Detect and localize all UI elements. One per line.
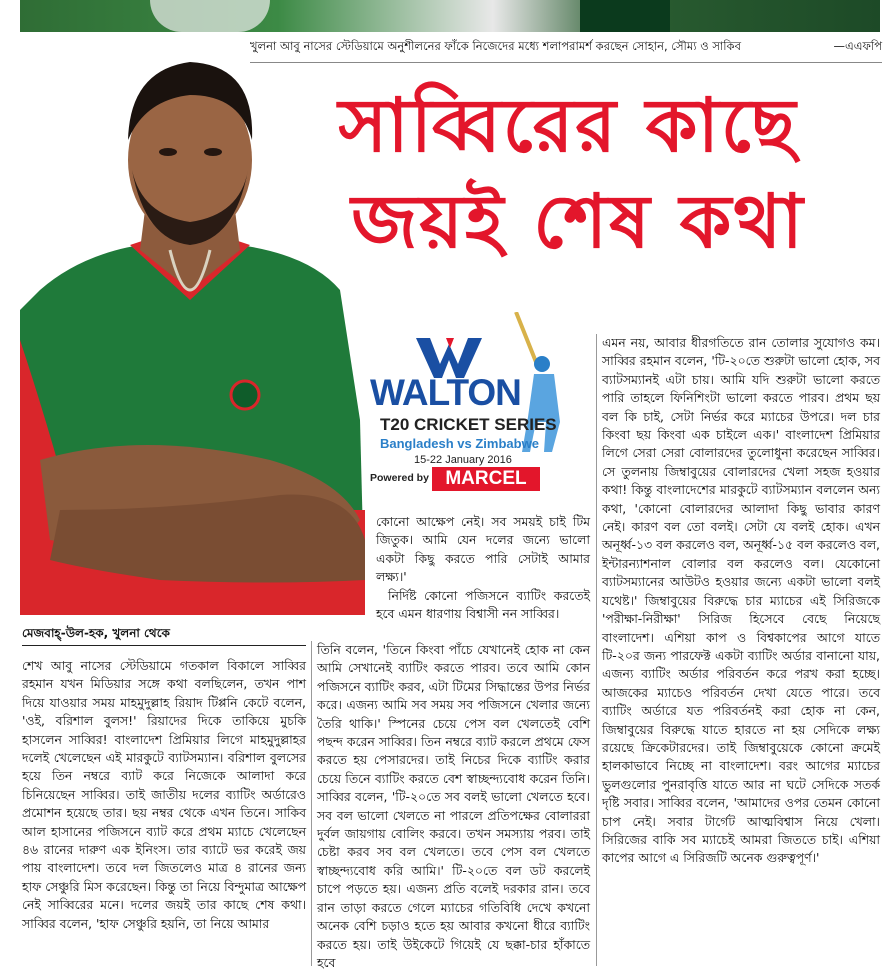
- badge-shape: [231, 381, 259, 409]
- sponsor-series: T20 CRICKET SERIES: [380, 415, 557, 434]
- headline: [258, 78, 878, 270]
- headline-line-2: জয়ই শেষ কথা: [351, 179, 805, 265]
- article-paragraph: এমন নয়, আবার ধীরগতিতে রান তোলার সুযোগও কম। সাব্বির রহমান বলেন, 'টি-২০তে শুরুটা ভালো হোক, সব ব্যাটসম্যানই এটা চায়। আমি যদি শুরুটা ভালো করতে পারি তাহলে ফিনিশিংটা ভালো করতে পারব। প্রথম ছয় বল কি চাই, সেটা নির্ভর করে ম্যাচের উপরে। দল চার কিংবা ছয় কিংবা এক চাইলে এক।' বাংলাদেশ প্রিমিয়ার লিগে সেরা সেরা বোলারদের তুলোধুনা করেছেন সাব্বির। সে তুলনায় জিম্বাবুয়ের বোলারদের খেলা সহজ হওয়ার কথা! কিন্তু বাংলাদেশের মারকুটে ব্যাটসম্যান বললেন অন্য কথা, 'কোনো বোলারদের আলাদা কিছু ভাবার কারণ নেই। কারণ বল তো বলই। সেটা যে বলই হোক। এখন অনূর্ধ্ব-১৩ বল করলেও বল, অনূর্ধ্ব-১৫ বল করলেও বল, ইন্টারন্যাশনাল বোলার বল করলেও বল। যেকোনো ব্যাটসম্যানের আউটও হওয়ার জন্যে একটা ভালো বলই যথেষ্ট।' জিম্বাবুয়ের বিরুদ্ধে চার ম্যাচের এই সিরিজকে 'পরীক্ষা-নিরীক্ষা' সিরিজ হিসেবে বেছে নিয়েছে বাংলাদেশ। এশিয়া কাপ ও বিশ্বকাপের আগে যাতে টি-২০র জন্য পারফেক্ট একটা ব্যাটিং অর্ডার বানানো যায়, এজন্য ব্যাটিং অর্ডার পরিবর্তন করে পরখ করা হচ্ছে। আজকের ম্যাচেও পরিবর্তন দেখা যেতে পারে। তবে ব্যাটিং অর্ডারে যত পরিবর্তনই করা হোক না কেন, জিম্বাবুয়ের বিরুদ্ধে যাতে হারতে না হয় সেদিকে লক্ষ্য রয়েছে ক্রিকেটারদের। তাই জিম্বাবুয়েকে কোনো ক্রমেই হালকাভাবে নিচ্ছে না বাংলাদেশ। বরং আগের ম্যাচের ভুলগুলোর পুনরাবৃত্তি যাতে আর না ঘটে সেদিকে সতর্ক দৃষ্টি সবার। সাব্বির বলেন, 'আমাদের ওপর তেমন কোনো চাপ নেই। সবার টার্গেট আত্মবিশ্বাস নিয়ে খেলা। সিরিজের বাকি সব ম্যাচেই আমরা জিততে চাই। এশিয়া কাপের আগে এ সিরিজটি অনেক গুরুত্বপূর্ণ।': [602, 335, 880, 866]
- article-column-left: [22, 657, 306, 933]
- batter-head-shape: [534, 356, 550, 372]
- top-photo-player-shape: [580, 0, 670, 32]
- top-photo-player-shape: [150, 0, 270, 32]
- w-accent-shape: [446, 338, 454, 348]
- eye-shape: [204, 148, 222, 156]
- headline-line-1: সাব্বিরের কাছে: [338, 83, 798, 169]
- eye-shape: [159, 148, 177, 156]
- sponsor-teams: Bangladesh vs Zimbabwe: [380, 436, 539, 451]
- photo-credit: —এএফপি: [833, 39, 882, 53]
- sponsor-brand: WALTON: [370, 372, 521, 413]
- bat-shape: [516, 312, 538, 367]
- article-paragraph: তিনি বলেন, 'তিনে কিংবা পাঁচে যেখানেই হোক না কেন আমি সেখানেই ব্যাটিং করতে পারব। তবে আমি কোন পজিসনে ব্যাটিং করব, এটা টিমের সিদ্ধান্তের উপর নির্ভর করে। এজন্য আমি সব সময় সব পজিসনে খেলার জন্যে তৈরি থাকি।' স্পিনের চেয়ে পেস বল খেলতেই বেশি পছন্দ করেন সাব্বির। তিন নম্বরে ব্যাট করলে প্রথমে ফেস করতে হয় পেসারদের। তাই নিচের দিকে ব্যাটিং করার চেয়ে তিনে ব্যাটিং করতে বেশ স্বাচ্ছন্দ্যবোধ করেন তিনি। সাব্বির বলেন, 'টি-২০তে সব বলই ভালো খেলতে হবে। সব বল ভালো খেলতে না পারলে প্রতিপক্ষের বোলাররা দুর্বল জায়গায় বোলিং করবে। তখন সমস্যায় পরব। তাই চেষ্টা করব সব বল খেলতে। তবে পেস বল খেলতে স্বাচ্ছন্দ্যবোধ করি আমি।' টি-২০তে বল ডট করলেই চাপে পড়তে হয়। এজন্য প্রতি বলেই দরকার রান। তবে রান তাড়া করতে গেলে ম্যাচের গতিবিধি দেখে কখনো অনেক বেশি চড়াও হতে হয় আবার কখনো ধীরে ব্যাটিং করতে হয়। তাই উইকেটে গিয়েই যে ছক্কা-চার হাঁকাতে হবে: [317, 642, 590, 970]
- article-column-middle: [317, 641, 590, 972]
- article-column-middle-top: [376, 513, 590, 623]
- top-photo: [20, 0, 880, 32]
- column-divider: [596, 334, 597, 966]
- photo-caption-text: খুলনা আবু নাসের স্টেডিয়ামে অনুশীলনের ফাঁকে নিজেদের মধ্যে শলাপরামর্শ করছেন সোহান, সৌম্য ও সাকিব: [250, 39, 742, 53]
- article-paragraph: শেখ আবু নাসের স্টেডিয়ামে গতকাল বিকালে সাব্বির রহমান যখন মিডিয়ার সঙ্গে কথা বলছিলেন, তখন পাশ দিয়ে যাওয়ার সময় মাহমুদুল্লাহ রিয়াদ টিপ্পনি কেটে বলেন, 'ওই, বরিশাল বুলস!' রিয়াদের দিকে তাকিয়ে মুচকি হাসলেন সাব্বির! বাংলাদেশ প্রিমিয়ার লিগে মাহমুদুল্লাহর দলেই খেলেছেন এই মারকুটে ব্যাটসম্যান। বরিশাল বুলসের হয়ে তিন নম্বরে ব্যাট করে নিজেকে আলাদা করে চিনিয়েছেন সাব্বির। তাই জাতীয় দলের ব্যাটিং অর্ডারেও প্রমোশন হয়েছে তার। ছয় নম্বর থেকে এখন তিনে। সাকিব আল হাসানের পজিসনে ব্যাট করে প্রথম ম্যাচে খেলেছেন ৪৬ রানের দারুণ এক ইনিংস। তার ব্যাটে ভর করেই জয় পায় বাংলাদেশ। তবে দল জিতলেও মাত্র ৪ রানের জন্য হাফ সেঞ্চুরি মিস করেছেন। কিন্তু তা নিয়ে বিন্দুমাত্র আক্ষেপ নেই সাব্বিরের মনে। দলের জয়ই তার কাছে শেষ কথা। সাব্বির বলেন, 'হাফ সেঞ্চুরি হয়নি, তা নিয়ে আমার: [22, 658, 306, 931]
- sponsor-dates: 15-22 January 2016: [414, 454, 512, 466]
- article-column-right: [602, 334, 880, 868]
- powered-by-label: Powered by: [370, 472, 429, 484]
- article-paragraph: কোনো আক্ষেপ নেই। সব সময়ই চাই টিম জিতুক। আমি যেন দলের জন্যে ভালো একটা কিছু করতে পারি সেটাই আমার লক্ষ্য।': [376, 514, 590, 585]
- article-paragraph: নির্দিষ্ট কোনো পজিসনে ব্যাটিং করতেই হবে এমন ধারণায় বিশ্বাসী নন সাব্বির।: [376, 587, 590, 622]
- byline: মেজবাহ্-উল-হক, খুলনা থেকে: [22, 625, 306, 646]
- column-divider: [311, 641, 312, 966]
- partner-logo: MARCEL: [432, 467, 540, 491]
- sponsor-logo: [368, 312, 568, 502]
